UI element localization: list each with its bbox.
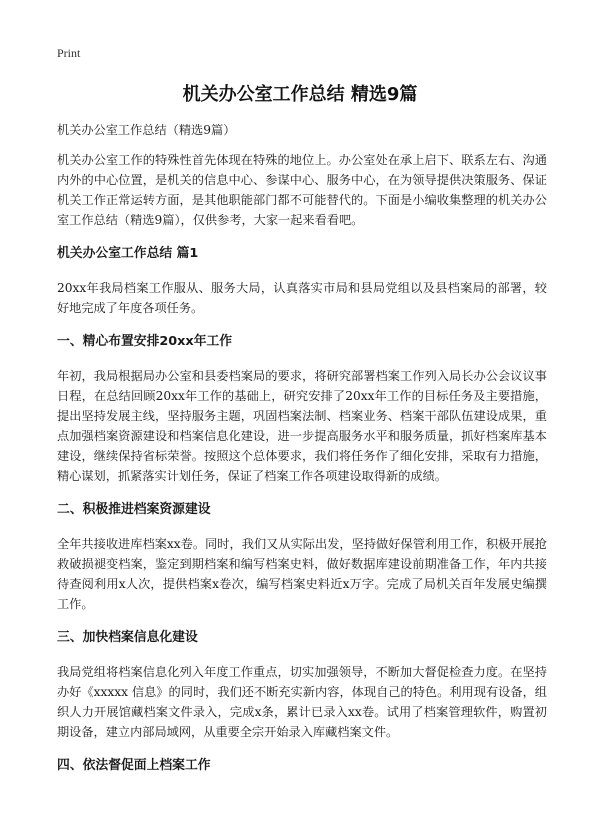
subheading-3: 三、加快档案信息化建设 xyxy=(57,630,198,645)
section-intro-paragraph: 20xx年我局档案工作服从、服务大局，认真落实市局和县局党组以及县档案局的部署，较好地完成了年度各项任务。 xyxy=(57,281,547,315)
subheading-4: 四、依法督促面上档案工作 xyxy=(57,758,211,773)
paragraph-2: 全年共接收进库档案xx卷。同时，我们又从实际出发，坚持做好保管利用工作，积极开展抢救破损褪变档案，鉴定到期档案和编写档案史料，做好数据库建设前期准备工作，年内共接待查阅利用x人次，提供档案x卷次，编写档案史料近x万字。完成了局机关百年发展史编撰工作。 xyxy=(57,537,547,611)
subheading-1: 一、精心布置安排20xx年工作 xyxy=(57,334,233,349)
document-body xyxy=(57,120,547,790)
subheading-2: 二、积极推进档案资源建设 xyxy=(57,502,211,517)
page-title: 机关办公室工作总结 精选9篇 xyxy=(182,84,418,105)
paragraph-3: 我局党组将档案信息化列入年度工作重点，切实加强领导，不断加大督促检查力度。在坚持办好《xxxxx 信息》的同时，我们还不断充实新内容，体现自己的特色。利用现有设备，组织人力开展馆藏档案文件录入，完成x条，累计已录入xx卷。试用了档案管理软件，购置初期设备，建立内部局域网，从重要全宗开始录入库藏档案文件。 xyxy=(57,665,547,739)
print-label[interactable]: Print xyxy=(57,46,81,60)
intro-paragraph: 机关办公室工作的特殊性首先体现在特殊的地位上。办公室处在承上启下、联系左右、沟通内外的中心位置，是机关的信息中心、参谋中心、服务中心，在为领导提供决策服务、保证机关工作正常运转方面，是其他职能部门都不可能替代的。下面是小编收集整理的机关办公室工作总结（精选9篇），仅供参考，大家一起来看看吧。 xyxy=(57,153,547,227)
document-subtitle: 机关办公室工作总结（精选9篇） xyxy=(57,123,236,137)
section-heading: 机关办公室工作总结 篇1 xyxy=(57,246,199,261)
paragraph-1: 年初，我局根据局办公室和县委档案局的要求，将研究部署档案工作列入局长办公会议议事日程，在总结回顾20xx年工作的基础上，研究安排了20xx年工作的目标任务及主要措施，提出坚持发展主线，坚持服务主题，巩固档案法制、档案业务、档案干部队伍建设成果，重点加强档案资源建设和档案信息化建设，进一步提高服务水平和服务质量，抓好档案库基本建设，继续保持省标荣誉。按照这个总体要求，我们将任务作了细化安排，采取有力措施，精心谋划，抓紧落实计划任务，保证了档案工作各项建设取得新的成绩。 xyxy=(57,369,547,483)
